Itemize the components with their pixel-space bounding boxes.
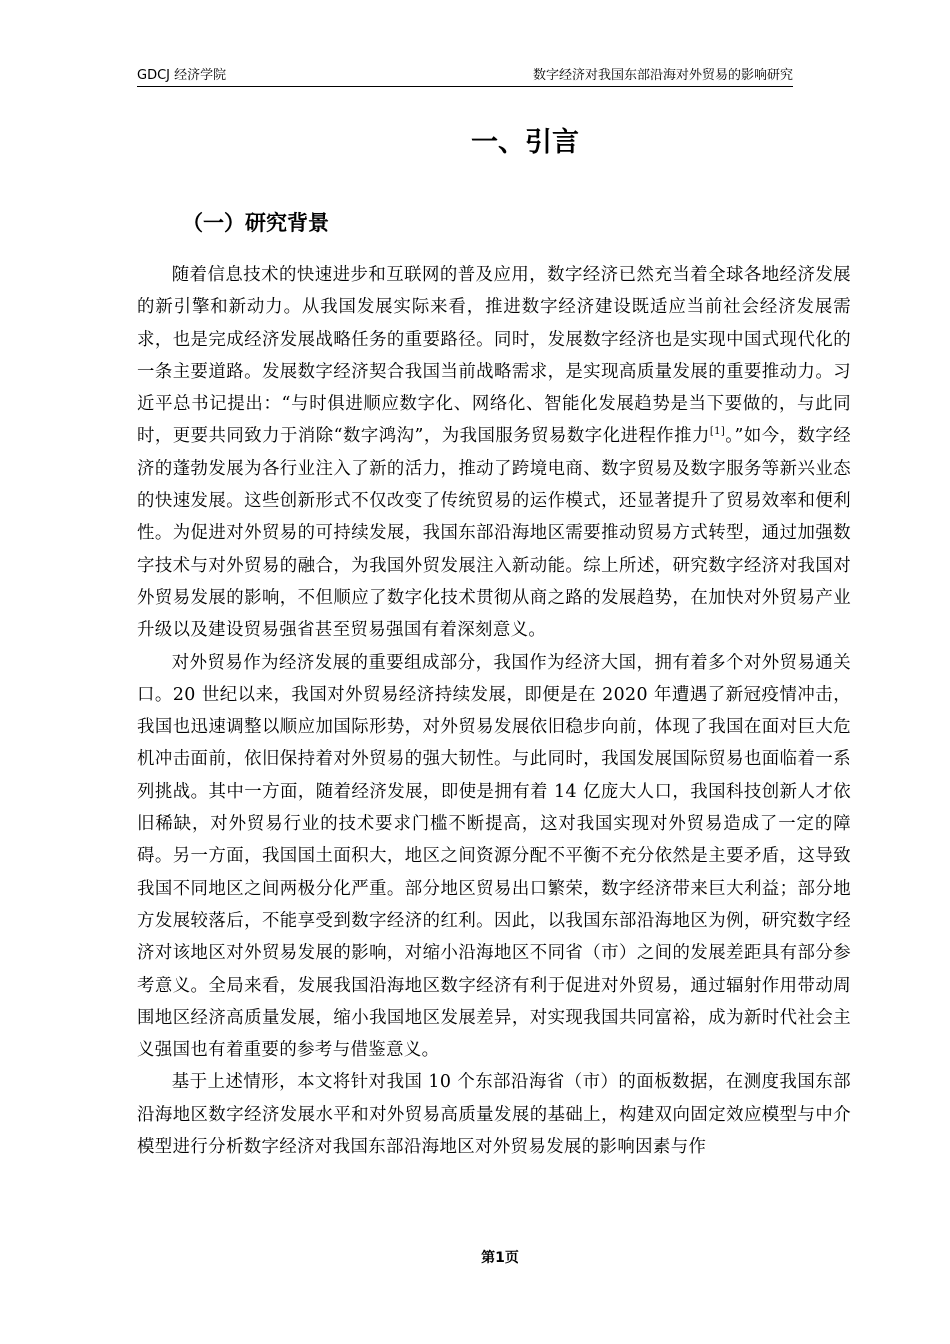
paragraph-1-part-a: 随着信息技术的快速进步和互联网的普及应用，数字经济已然充当着全球各地经济发展的新引擎和新动力。从我国发展实际来看，推进数字经济建设既适应当前社会经济发展需求，也是完成经济发展战略任务的重要路径。同时，发展数字经济也是实现中国式现代化的一条主要道路。发展数字经济契合我国当前战略需求，是实现高质量发展的重要推动力。习近平总书记提出：“与时俱进顺应数字化、网络化、智能化发展趋势是当下要做的，与此同时，更要共同致力于消除“数字鸿沟”，为我国服务贸易数字化进程作推力	[137, 265, 851, 447]
page-header	[137, 66, 793, 87]
page-number: 第1页	[481, 1250, 519, 1266]
section-title: （一）研究背景	[182, 211, 329, 235]
paragraph-3: 基于上述情形，本文将针对我国 10 个东部沿海省（市）的面板数据，在测度我国东部沿海地区数字经济发展水平和对外贸易高质量发展的基础上，构建双向固定效应模型与中介模型进行分析数字经济对我国东部沿海地区对外贸易发展的影响因素与作	[137, 1072, 851, 1158]
body-text	[137, 259, 851, 1163]
citation-ref[interactable]: [1]	[709, 426, 726, 438]
paragraph-1	[137, 259, 851, 647]
paragraph-2: 对外贸易作为经济发展的重要组成部分，我国作为经济大国，拥有着多个对外贸易通关口。20 世纪以来，我国对外贸易经济持续发展，即便是在 2020 年遭遇了新冠疫情冲击，我国也迅速调整以顺应加国际形势，对外贸易发展依旧稳步向前，体现了我国在面对巨大危机冲击面前，依旧保持着对外贸易的强大韧性。与此同时，我国发展国际贸易也面临着一系列挑战。其中一方面，随着经济发展，即使是拥有着 14 亿庞大人口，我国科技创新人才依旧稀缺，对外贸易行业的技术要求门槛不断提高，这对我国实现对外贸易造成了一定的障碍。另一方面，我国国土面积大，地区之间资源分配不平衡不充分依然是主要矛盾，这导致我国不同地区之间两极分化严重。部分地区贸易出口繁荣，数字经济带来巨大利益；部分地方发展较落后，不能享受到数字经济的红利。因此，以我国东部沿海地区为例，研究数字经济对该地区对外贸易发展的影响，对缩小沿海地区不同省（市）之间的发展差距具有部分参考意义。全局来看，发展我国沿海地区数字经济有利于促进对外贸易，通过辐射作用带动周围地区经济高质量发展，缩小我国地区发展差异，对实现我国共同富裕，成为新时代社会主义强国也有着重要的参考与借鉴意义。	[137, 652, 851, 1061]
chapter-title: 一、引言	[471, 127, 579, 158]
header-institution: GDCJ 经济学院	[137, 68, 227, 83]
paragraph-1-part-b: 。”如今，数字经济的蓬勃发展为各行业注入了新的活力，推动了跨境电商、数字贸易及数字服务等新兴业态的快速发展。这些创新形式不仅改变了传统贸易的运作模式，还显著提升了贸易效率和便利性。为促进对外贸易的可持续发展，我国东部沿海地区需要推动贸易方式转型，通过加强数字技术与对外贸易的融合，为我国外贸发展注入新动能。综上所述，研究数字经济对我国对外贸易发展的影响，不但顺应了数字化技术贯彻从商之路的发展趋势，在加快对外贸易产业升级以及建设贸易强省甚至贸易强国有着深刻意义。	[137, 426, 851, 641]
header-paper-title: 数字经济对我国东部沿海对外贸易的影响研究	[532, 68, 793, 83]
